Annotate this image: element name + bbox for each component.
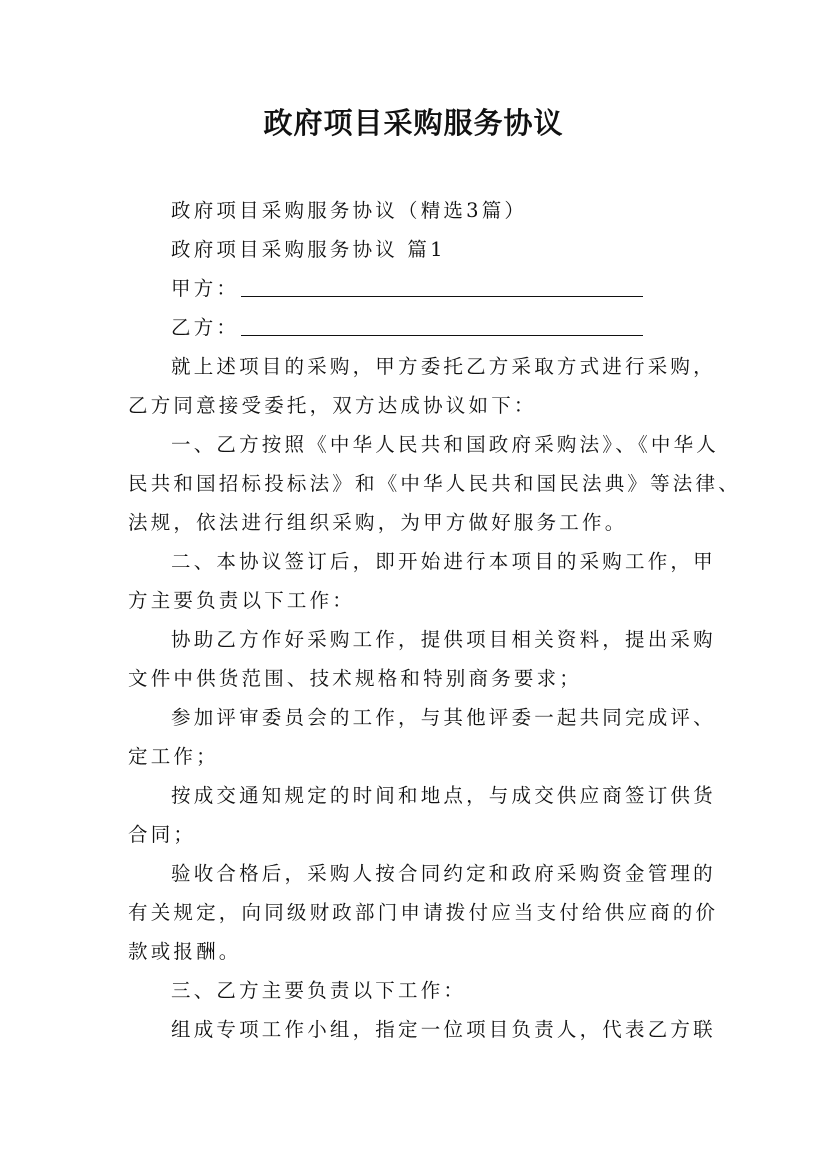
paragraph-line: 一、乙方按照《中华人民共和国政府采购法》、《中华人 (171, 433, 720, 456)
paragraph-line: 法规，依法进行组织采购，为甲方做好服务工作。 (128, 511, 628, 534)
paragraph-line: 乙方同意接受委托，双方达成协议如下： (128, 394, 537, 417)
party-b-blank (241, 315, 643, 336)
paragraph-line: 有关规定，向同级财政部门申请拨付应当支付给供应商的价 (128, 901, 719, 924)
party-a-label: 甲方： (171, 277, 240, 300)
paragraph-line: 方主要负责以下工作： (128, 589, 356, 612)
section-heading: 政府项目采购服务协议 篇1 (171, 238, 446, 261)
party-a-blank (241, 276, 643, 297)
party-b-line (171, 313, 643, 343)
paragraph-line: 按成交通知规定的时间和地点，与成交供应商签订供货 (171, 784, 716, 807)
paragraph-line: 合同； (128, 823, 197, 846)
paragraph-line: 验收合格后，采购人按合同约定和政府采购资金管理的 (171, 862, 716, 885)
paragraph-line: 就上述项目的采购，甲方委托乙方采取方式进行采购， (171, 355, 716, 378)
paragraph-line: 协助乙方作好采购工作，提供项目相关资料，提出采购 (171, 628, 716, 651)
paragraph-line: 款或报酬。 (128, 940, 242, 963)
subtitle-line: 政府项目采购服务协议（精选3篇） (171, 199, 528, 222)
paragraph-line: 定工作； (128, 745, 219, 768)
paragraph-line: 文件中供货范围、技术规格和特别商务要求； (128, 667, 583, 690)
party-b-label: 乙方： (171, 316, 240, 339)
paragraph-line: 民共和国招标投标法》和《中华人民共和国民法典》等法律、 (128, 472, 741, 495)
document-title: 政府项目采购服务协议 (263, 106, 564, 140)
paragraph-line: 三、乙方主要负责以下工作： (171, 979, 467, 1002)
party-a-line (171, 274, 643, 304)
paragraph-line: 参加评审委员会的工作，与其他评委一起共同完成评、 (171, 706, 716, 729)
paragraph-line: 组成专项工作小组，指定一位项目负责人，代表乙方联 (171, 1018, 716, 1041)
paragraph-line: 二、本协议签订后，即开始进行本项目的采购工作，甲 (171, 550, 716, 573)
